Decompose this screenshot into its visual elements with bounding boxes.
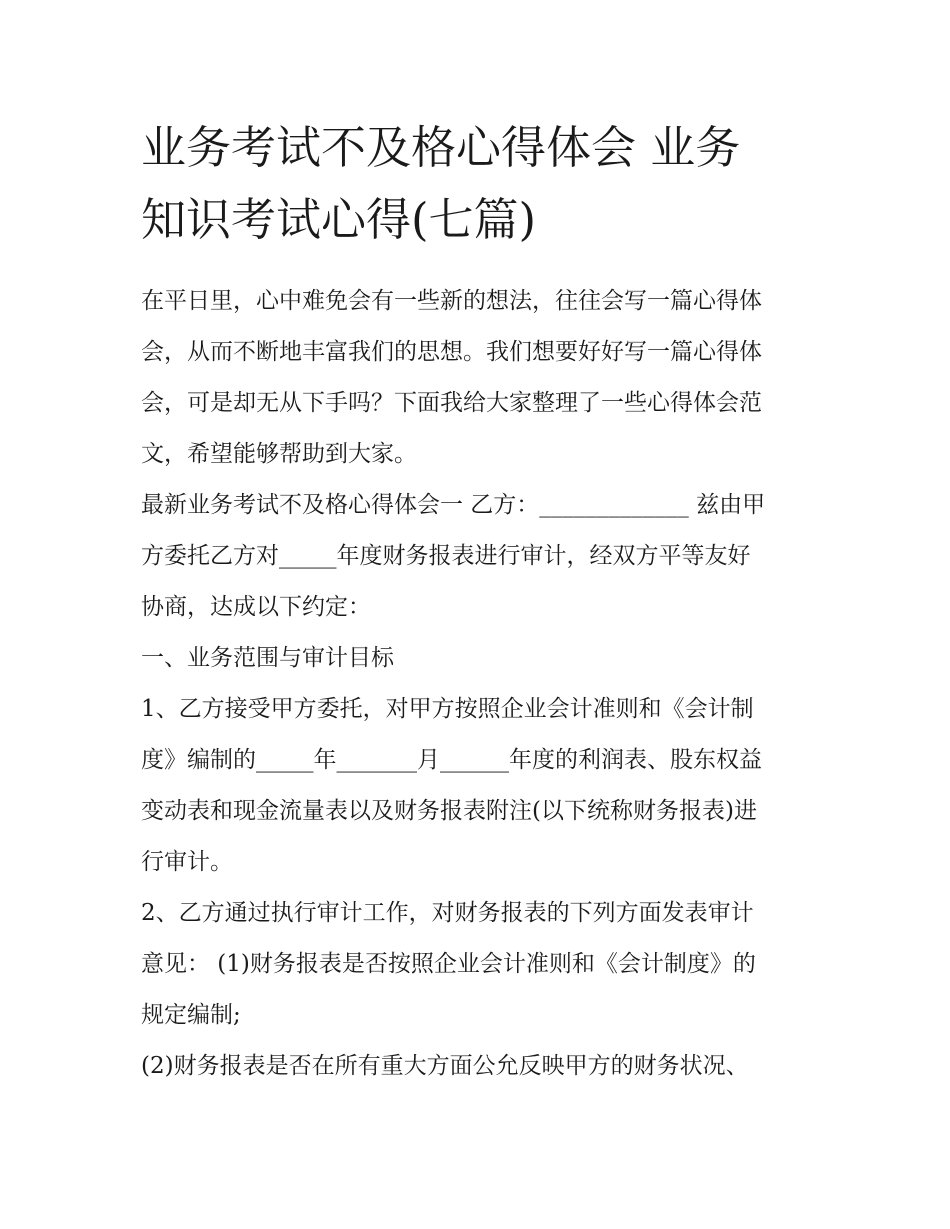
clause-line: 行审计。 — [141, 849, 233, 875]
intro-line: 文，希望能够帮助到大家。 — [141, 441, 417, 467]
agreement-line: 协商，达成以下约定： — [141, 594, 371, 620]
intro-line: 会，从而不断地丰富我们的思想。我们想要好好写一篇心得体 — [141, 339, 762, 365]
title-line-1: 业务考试不及格心得体会 业务 — [141, 121, 741, 174]
clause-line: 1、乙方接受甲方委托，对甲方按照企业会计准则和《会计制 — [141, 696, 754, 722]
title-line-2: 知识考试心得(七篇) — [141, 193, 537, 246]
intro-line: 在平日里，心中难免会有一些新的想法，往往会写一篇心得体 — [141, 288, 762, 314]
clause-line: (2)财务报表是否在所有重大方面公允反映甲方的财务状况、 — [141, 1053, 749, 1079]
agreement-line: 最新业务考试不及格心得体会一 乙方：_____________ 兹由甲 — [141, 492, 766, 518]
intro-line: 会，可是却无从下手吗？下面我给大家整理了一些心得体会范 — [141, 390, 762, 416]
document-title — [141, 112, 821, 256]
clause-line: 意见： (1)财务报表是否按照企业会计准则和《会计制度》的 — [141, 951, 756, 977]
clause-line: 度》编制的_____年_______月______年度的利润表、股东权益 — [141, 747, 762, 773]
agreement-line: 方委托乙方对_____年度财务报表进行审计，经双方平等友好 — [141, 543, 751, 569]
document-body — [141, 276, 821, 1092]
section-heading: 一、业务范围与审计目标 — [141, 645, 394, 671]
clause-line: 变动表和现金流量表以及财务报表附注(以下统称财务报表)进 — [141, 798, 757, 824]
clause-line: 规定编制; — [141, 1002, 241, 1028]
clause-line: 2、乙方通过执行审计工作，对财务报表的下列方面发表审计 — [141, 900, 754, 926]
